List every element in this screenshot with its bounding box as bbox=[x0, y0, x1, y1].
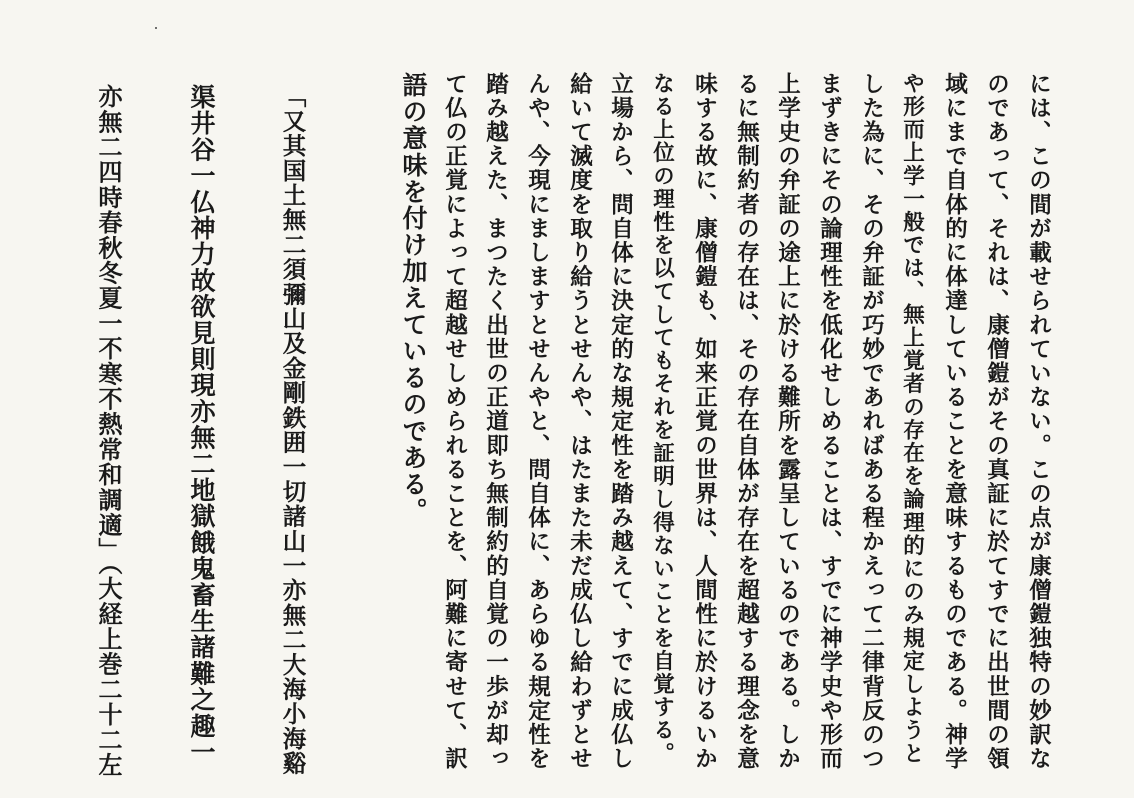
text-column-8: るに無制約者の存在は、その存在自体が存在を超越する理念を意 bbox=[733, 72, 760, 771]
text-column-6: まずきにその論理性を低化せしめることは、すでに神学史や形而 bbox=[816, 72, 843, 771]
paper-speck bbox=[155, 27, 157, 29]
text-column-2: のであって、それは、康僧鎧がその真証に於てすでに出世間の領 bbox=[983, 72, 1010, 771]
quote-column-1: 「又其国土無二須彌山及金剛鉄囲一切諸山一亦無二大海小海谿 bbox=[278, 84, 307, 776]
text-column-12: 給いて滅度を取り給うとせんや、はたまた未だ成仏し給わずとせ bbox=[566, 72, 593, 771]
text-column-13: んや、今現にましますとせんやと、問自体に、あらゆる規定性を bbox=[524, 72, 551, 771]
text-column-14: 踏み越えた、まつたく出世の正道即ち無制約的自覚の一歩が却っ bbox=[482, 72, 509, 771]
text-column-5: した為に、その弁証が巧妙であればある程かえって二律背反のつ bbox=[858, 72, 885, 771]
quote-column-3: 亦無二四時春秋冬夏一不寒不熱常和調適」（大経上巻二十二左 bbox=[94, 84, 123, 778]
text-column-11: 立場から、問自体に決定的な規定性を踏み越えて、すでに成仏し bbox=[607, 72, 634, 771]
text-column-15: て仏の正覚によって超越せしめられることを、阿難に寄せて、訳 bbox=[441, 72, 468, 771]
text-column-16: 語の意味を付け加えているのである。 bbox=[399, 72, 428, 525]
text-column-1: には、この間が載せられていない。この点が康僧鎧独特の妙訳な bbox=[1025, 72, 1052, 771]
quote-column-2: 渠井谷一仏神力故欲見則現亦無二地獄餓鬼畜生諸難之趣一 bbox=[187, 84, 216, 766]
text-column-7: 上学史の弁証の途上に於ける難所を露呈しているのである。しか bbox=[774, 72, 801, 771]
text-column-10: なる上位の理性を以てしてもそれを証明し得ないことを自覚する。 bbox=[649, 72, 675, 765]
text-column-9: 味する故に、康僧鎧も、如来正覚の世界は、人間性に於けるいか bbox=[691, 72, 718, 771]
text-column-3: 域にまで自体的に体達していることを意味するものである。神学 bbox=[941, 72, 968, 771]
text-column-4: や形而上学一般では、無上覚者の存在を論理的にのみ規定しようと bbox=[899, 72, 925, 765]
